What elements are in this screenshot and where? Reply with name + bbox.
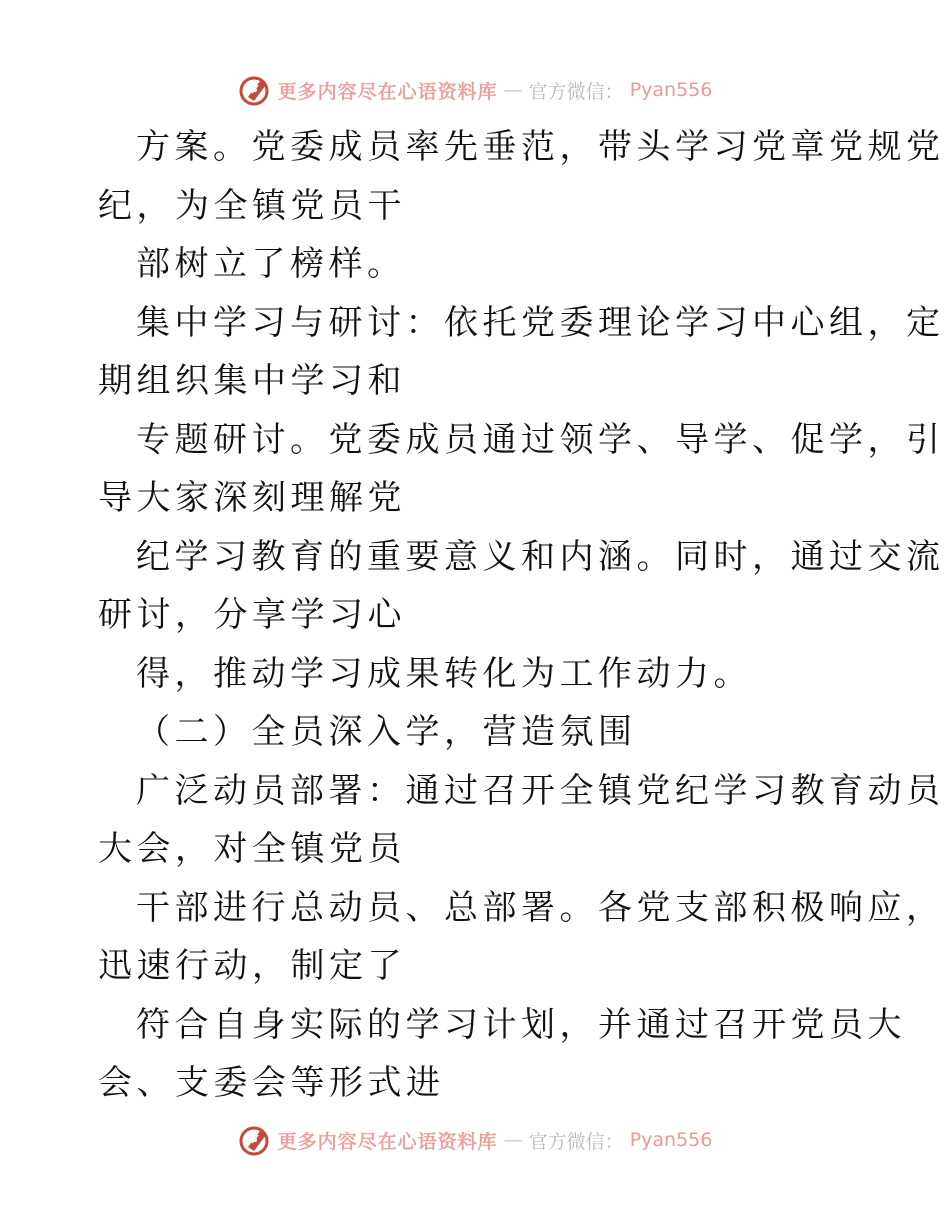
banner-separator: — <box>503 79 523 101</box>
banner-site-text: 更多内容尽在心语资料库 <box>277 80 498 103</box>
header-banner <box>0 70 950 110</box>
text-line: 专题研讨。党委成员通过领学、导学、促学，引 <box>136 419 945 460</box>
text-line: 得，推动学习成果转化为工作动力。 <box>136 653 752 694</box>
banner-site-text: 更多内容尽在心语资料库 <box>277 1130 498 1153</box>
pen-nib-circle-icon <box>238 73 272 107</box>
banner-wechat-id: Pyan556 <box>629 1129 713 1151</box>
section-heading: （二）全员深入学，营造氛围 <box>136 712 637 752</box>
text-line: 纪，为全镇党员干 <box>98 185 406 226</box>
text-line: 期组织集中学习和 <box>98 361 406 401</box>
document-body <box>98 118 945 1113</box>
text-line: 迅速行动，制定了 <box>98 946 406 986</box>
banner-separator: — <box>503 1129 523 1151</box>
text-line: 纪学习教育的重要意义和内涵。同时，通过交流 <box>136 536 945 577</box>
pen-nib-circle-icon <box>238 1123 272 1157</box>
text-line: 大会，对全镇党员 <box>98 829 406 869</box>
banner-wechat-id: Pyan556 <box>629 79 713 101</box>
text-line: 干部进行总动员、总部署。各党支部积极响应， <box>136 887 945 928</box>
text-line: 研讨，分享学习心 <box>98 595 406 635</box>
footer-banner <box>0 1120 950 1160</box>
banner-wechat-label: 官方微信： <box>528 1130 624 1153</box>
text-line: 部树立了榜样。 <box>136 244 406 284</box>
text-line: 集中学习与研讨：依托党委理论学习中心组，定 <box>136 302 945 343</box>
text-line: 导大家深刻理解党 <box>98 478 406 518</box>
text-line: 方案。党委成员率先垂范，带头学习党章党规党 <box>136 127 945 167</box>
text-line: 广泛动员部署：通过召开全镇党纪学习教育动员 <box>136 770 945 811</box>
banner-wechat-label: 官方微信： <box>528 80 624 103</box>
text-line: 符合自身实际的学习计划，并通过召开党员大 <box>136 1004 906 1045</box>
text-line: 会、支委会等形式进 <box>98 1063 445 1103</box>
